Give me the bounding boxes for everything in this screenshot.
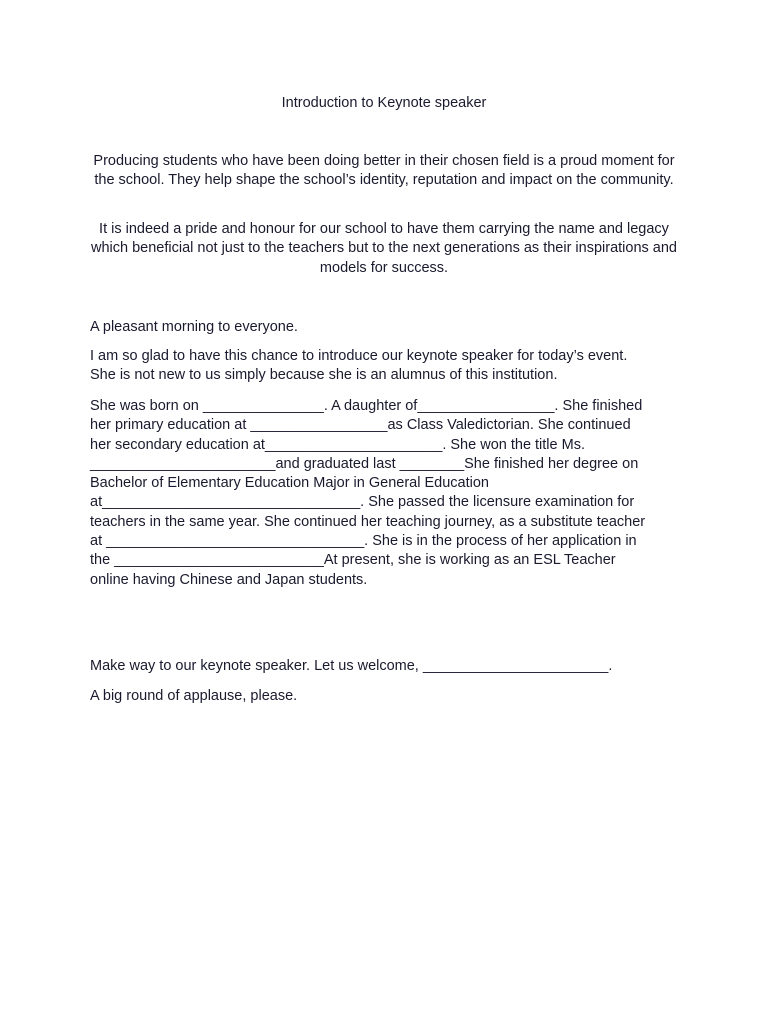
intro-paragraph-1: Producing students who have been doing better in their chosen field is a proud moment for the school. They help shape the school’s identity, reputation and impact on the community. [93, 153, 675, 189]
introduction-paragraph: I am so glad to have this chance to introduce our keynote speaker for today’s event. She is not new to us simply because she is an alumnus of this institution. [90, 348, 628, 384]
greeting-paragraph: A pleasant morning to everyone. [90, 319, 298, 335]
document-title: Introduction to Keynote speaker [281, 95, 487, 111]
intro-paragraph-2: It is indeed a pride and honour for our school to have them carrying the name and legacy which beneficial not just to the teachers but to the next generations as their inspirations and models for success. [91, 221, 677, 276]
welcome-paragraph: Make way to our keynote speaker. Let us welcome, _______________________. [90, 658, 613, 674]
applause-paragraph: A big round of applause, please. [90, 688, 298, 704]
biography-paragraph: She was born on _______________. A daughter of_________________. She finished her primary education at _________________as Class Valedictorian. She continued her secondary education at______________________. She won the title Ms. _______________________and graduated last ________She finished her degree on Bachelor of Elementary Education Major in General Education at________________________________. She passed the licensure examination for teachers in the same year. She continued her teaching journey, as a substitute teacher at ________________________________. She is in the process of her application in the __________________________At present, she is working as an ESL Teacher online having Chinese and Japan students. [90, 398, 646, 588]
